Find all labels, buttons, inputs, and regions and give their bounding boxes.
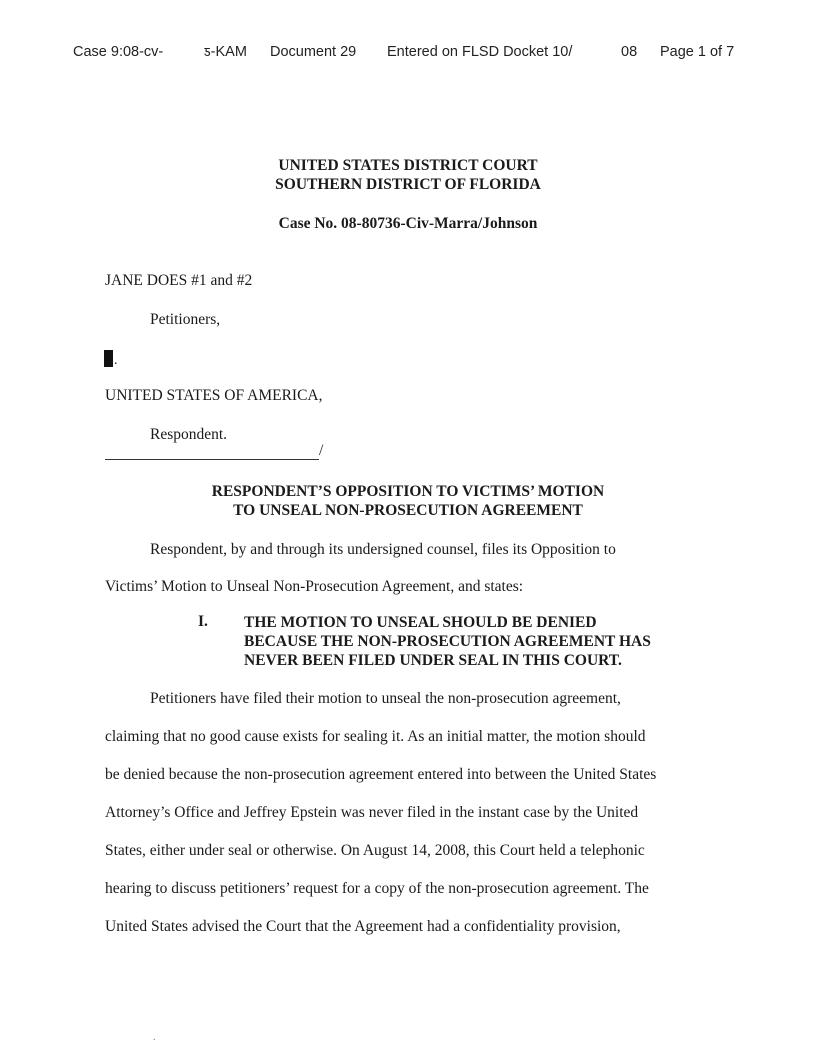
document-title-line1: RESPONDENT’S OPPOSITION TO VICTIMS’ MOTION <box>211 483 605 500</box>
section-heading-line3: NEVER BEEN FILED UNDER SEAL IN THIS COURT. <box>244 652 622 669</box>
body-line-7: United States advised the Court that the Agreement had a confidentiality provision, <box>105 918 621 935</box>
intro-line-1: Respondent, by and through its undersigned counsel, files its Opposition to <box>150 541 616 558</box>
body-line-4: Attorney’s Office and Jeffrey Epstein was never filed in the instant case by the United <box>105 804 639 821</box>
petitioner-role: Petitioners, <box>150 311 221 328</box>
caption-slash: / <box>319 442 324 459</box>
petitioner-party: JANE DOES #1 and #2 <box>105 272 253 289</box>
section-numeral: I. <box>198 613 208 630</box>
header-case-suffix: ƽ-KAM <box>204 44 247 60</box>
section-heading <box>244 613 804 670</box>
caption-rule <box>105 459 319 460</box>
docket-header <box>0 44 816 64</box>
header-page: Page 1 of 7 <box>660 44 735 60</box>
redaction-mark: . <box>114 353 118 368</box>
respondent-party: UNITED STATES OF AMERICA, <box>105 387 323 404</box>
body-line-1: Petitioners have filed their motion to unseal the non-prosecution agreement, <box>150 690 621 707</box>
body-line-6: hearing to discuss petitioners’ request for a copy of the non-prosecution agreement. The <box>105 880 649 897</box>
scan-mark: . <box>153 1032 156 1043</box>
section-heading-line1: THE MOTION TO UNSEAL SHOULD BE DENIED <box>244 614 597 631</box>
case-number: Case No. 08-80736-Civ-Marra/Johnson <box>278 215 538 232</box>
header-case-prefix: Case 9:08-cv- <box>73 44 164 60</box>
header-year: 08 <box>621 44 638 60</box>
body-line-2: claiming that no good cause exists for sealing it. As an initial matter, the motion should <box>105 728 646 745</box>
body-line-3: be denied because the non-prosecution agreement entered into between the United States <box>105 766 657 783</box>
header-entered: Entered on FLSD Docket 10/ <box>387 44 573 60</box>
document-title-line2: TO UNSEAL NON-PROSECUTION AGREEMENT <box>233 502 583 519</box>
body-line-5: States, either under seal or otherwise. On August 14, 2008, this Court held a telephonic <box>105 842 645 859</box>
section-heading-line2: BECAUSE THE NON-PROSECUTION AGREEMENT HAS <box>244 633 651 650</box>
respondent-role: Respondent. <box>150 426 228 443</box>
court-name-line2: SOUTHERN DISTRICT OF FLORIDA <box>275 176 541 193</box>
redaction-block <box>104 350 113 367</box>
court-name-line1: UNITED STATES DISTRICT COURT <box>278 157 538 174</box>
intro-line-2: Victims’ Motion to Unseal Non-Prosecution Agreement, and states: <box>105 578 524 595</box>
header-document: Document 29 <box>270 44 357 60</box>
